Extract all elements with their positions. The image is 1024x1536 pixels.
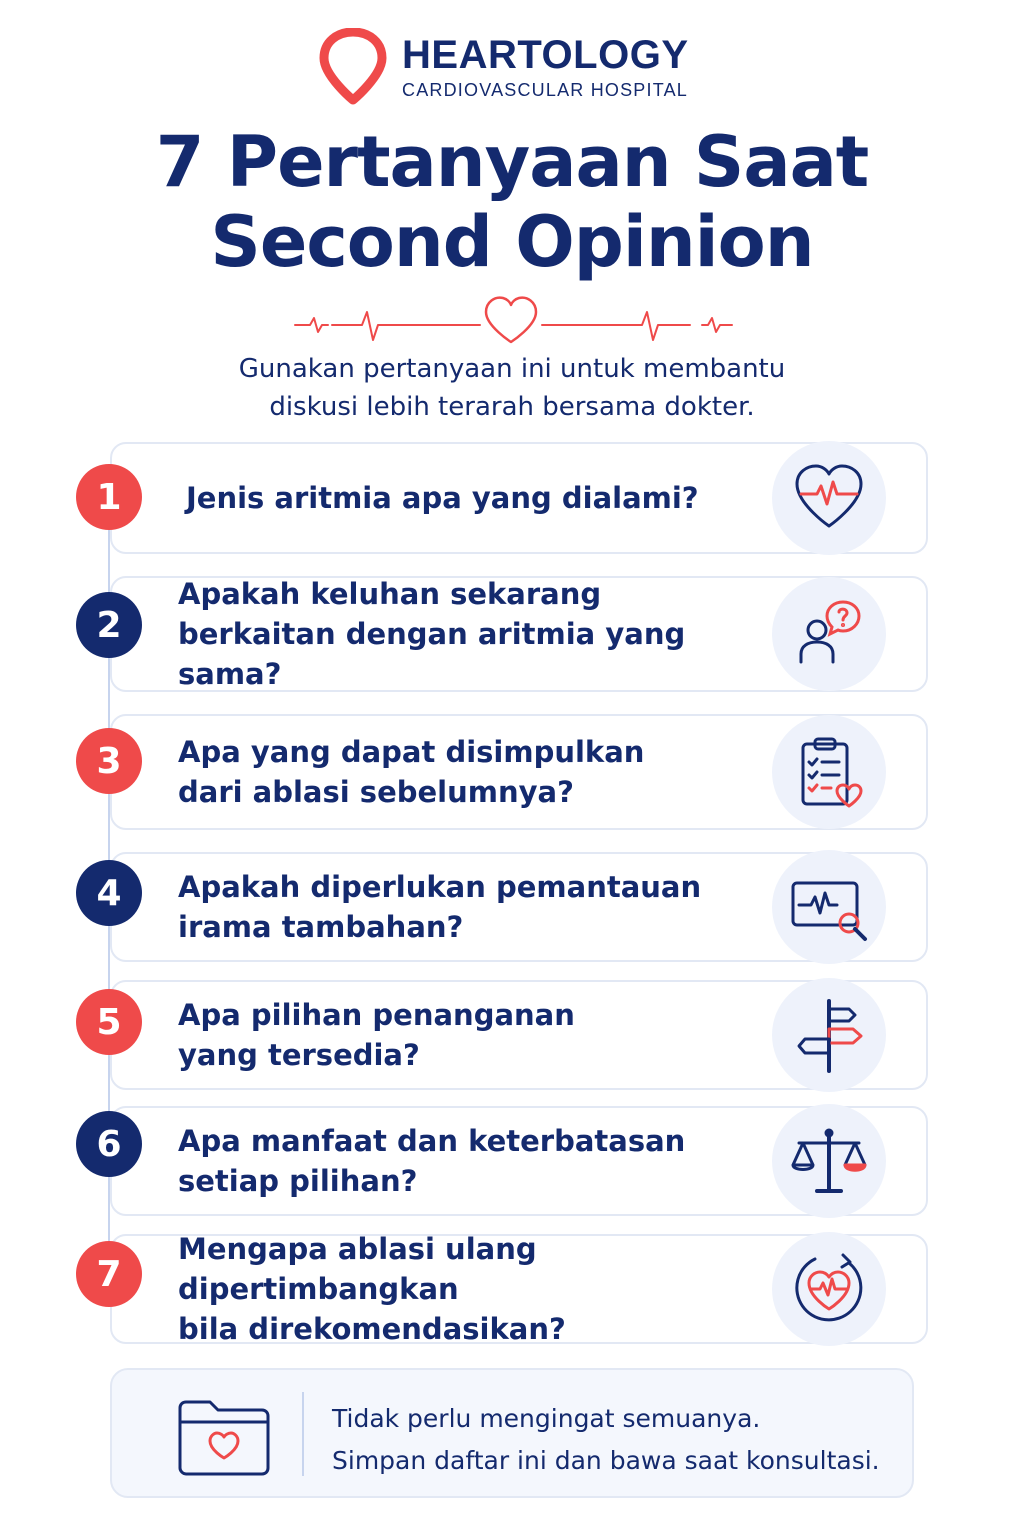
page-title-line1: 7 Pertanyaan Saat bbox=[155, 121, 869, 203]
question-3-line2: dari ablasi sebelumnya? bbox=[178, 775, 574, 809]
question-6-line1: Apa manfaat dan keterbatasan bbox=[178, 1124, 686, 1158]
question-number-6: 6 bbox=[76, 1111, 142, 1177]
heartology-logo-icon bbox=[318, 28, 388, 106]
question-text bbox=[178, 995, 758, 1075]
brand-subtitle: CARDIOVASCULAR HOSPITAL bbox=[402, 79, 688, 100]
brand-header bbox=[318, 28, 689, 106]
question-text bbox=[178, 732, 758, 812]
question-text bbox=[178, 1229, 758, 1349]
question-2-line2: berkaitan dengan aritmia yang sama? bbox=[178, 617, 686, 691]
question-3-line1: Apa yang dapat disimpulkan bbox=[178, 735, 645, 769]
question-number-1: 1 bbox=[76, 464, 142, 530]
question-card-6 bbox=[110, 1106, 928, 1216]
question-text bbox=[178, 574, 758, 694]
footer-line2: Simpan daftar ini dan bawa saat konsultasi. bbox=[332, 1446, 880, 1475]
question-card-7 bbox=[110, 1234, 928, 1344]
question-7-line1: Mengapa ablasi ulang dipertimbangkan bbox=[178, 1232, 537, 1306]
heart-cycle-icon bbox=[772, 1232, 886, 1346]
question-card-3 bbox=[110, 714, 928, 830]
question-card-1 bbox=[110, 442, 928, 554]
question-card-2 bbox=[110, 576, 928, 692]
question-number-5: 5 bbox=[76, 989, 142, 1055]
question-text bbox=[178, 867, 758, 947]
person-question-icon bbox=[772, 577, 886, 691]
intro-line2: diskusi lebih terarah bersama dokter. bbox=[269, 392, 755, 422]
question-1-line1: Jenis aritmia apa yang dialami? bbox=[186, 481, 699, 515]
question-card-5 bbox=[110, 980, 928, 1090]
question-number-7: 7 bbox=[76, 1241, 142, 1307]
monitor-search-icon bbox=[772, 850, 886, 964]
footer-text bbox=[332, 1398, 880, 1482]
question-6-line2: setiap pilihan? bbox=[178, 1164, 418, 1198]
footer-line1: Tidak perlu mengingat semuanya. bbox=[332, 1404, 761, 1433]
clipboard-checklist-icon bbox=[772, 715, 886, 829]
folder-heart-icon bbox=[176, 1394, 272, 1478]
heart-ecg-icon bbox=[772, 441, 886, 555]
question-text bbox=[186, 478, 766, 518]
question-5-line1: Apa pilihan penanganan bbox=[178, 998, 575, 1032]
signpost-icon bbox=[772, 978, 886, 1092]
question-4-line2: irama tambahan? bbox=[178, 910, 464, 944]
brand-name: HEARTOLOGY bbox=[402, 32, 689, 77]
footer-note bbox=[110, 1368, 914, 1498]
question-card-4 bbox=[110, 852, 928, 962]
footer-divider bbox=[302, 1392, 304, 1476]
question-4-line1: Apakah diperlukan pemantauan bbox=[178, 870, 702, 904]
intro-text bbox=[0, 350, 1024, 426]
question-5-line2: yang tersedia? bbox=[178, 1038, 420, 1072]
balance-scale-icon bbox=[772, 1104, 886, 1218]
page-title bbox=[0, 122, 1024, 282]
intro-line1: Gunakan pertanyaan ini untuk membantu bbox=[238, 354, 786, 384]
question-number-3: 3 bbox=[76, 728, 142, 794]
page-title-line2: Second Opinion bbox=[210, 201, 814, 283]
question-number-2: 2 bbox=[76, 592, 142, 658]
question-7-line2: bila direkomendasikan? bbox=[178, 1312, 566, 1346]
question-2-line1: Apakah keluhan sekarang bbox=[178, 577, 602, 611]
question-number-4: 4 bbox=[76, 860, 142, 926]
question-text bbox=[178, 1121, 758, 1201]
